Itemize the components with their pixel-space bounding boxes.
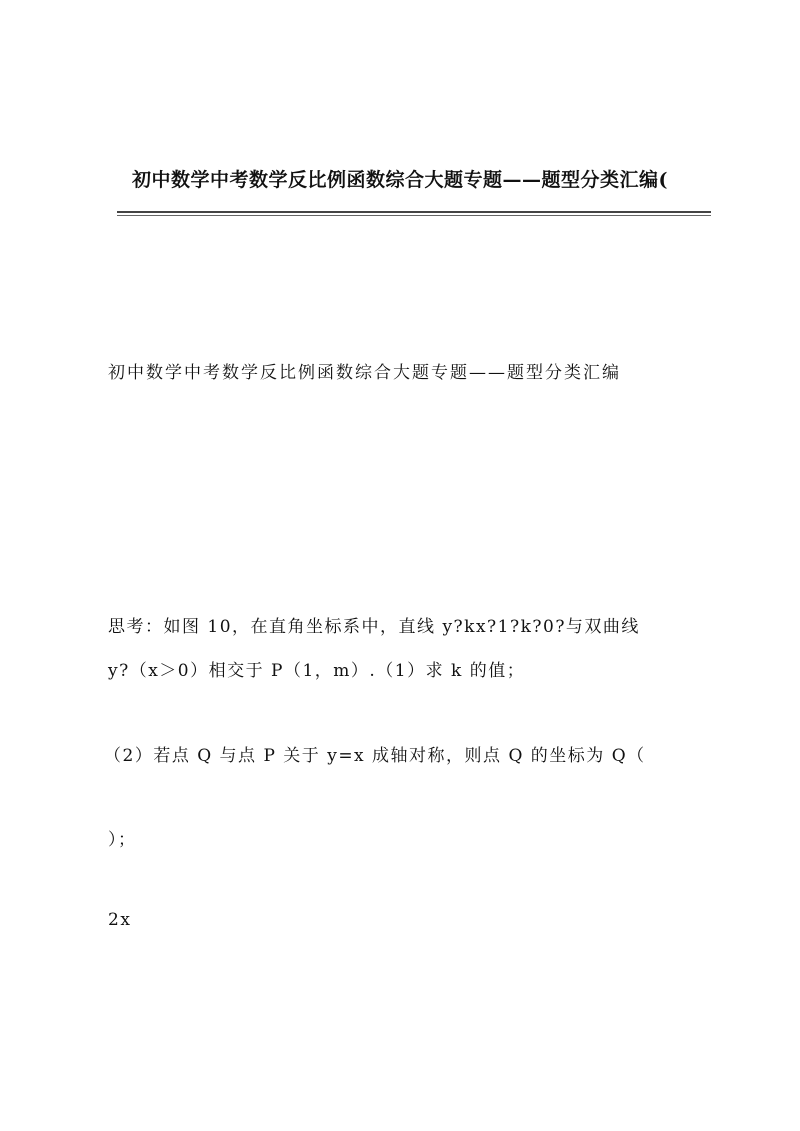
paragraph-line: ）；	[108, 830, 137, 850]
paragraph-line: 2x	[108, 910, 132, 930]
header-title: 初中数学中考数学反比例函数综合大题专题——题型分类汇编(	[132, 169, 668, 191]
paragraph-line: （2）若点 Q 与点 P 关于 y=x 成轴对称，则点 Q 的坐标为 Q（	[104, 746, 646, 766]
header-divider-thin	[117, 215, 711, 216]
document-title: 初中数学中考数学反比例函数综合大题专题——题型分类汇编	[108, 363, 621, 383]
header-divider	[117, 211, 711, 213]
paragraph-line: y?（x＞0）相交于 P（1，m）.（1）求 k 的值；	[108, 661, 526, 681]
paragraph-line: 思考：如图 10，在直角坐标系中，直线 y?kx?1?k?0?与双曲线	[108, 617, 640, 637]
page-header	[0, 165, 800, 192]
